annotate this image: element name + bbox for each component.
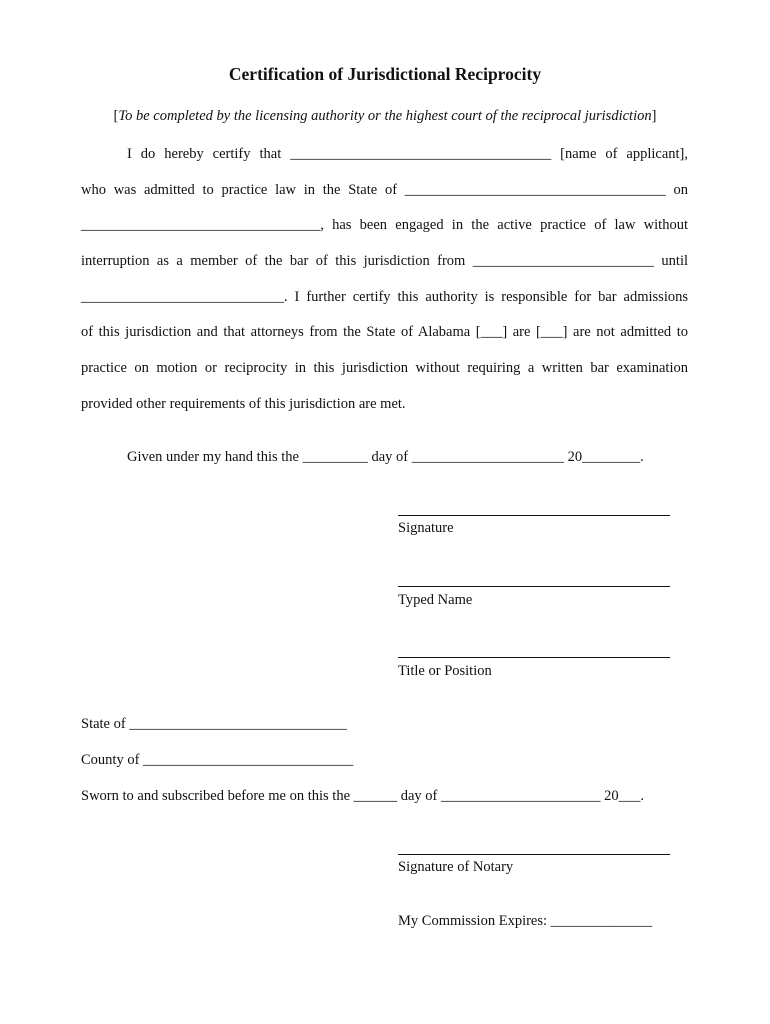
signature-rule <box>398 515 670 516</box>
title-position-label: Title or Position <box>398 663 492 679</box>
notary-state-line: State of ______________________________ <box>81 716 347 732</box>
signature-label: Signature <box>398 520 454 536</box>
subtitle-close-bracket: ] <box>651 108 657 124</box>
notary-county-line: County of _____________________________ <box>81 752 354 768</box>
certify-line-1: I do hereby certify that ____________________________________ [name of applicant], <box>127 146 688 162</box>
document-subtitle <box>0 108 770 125</box>
document-title: Certification of Jurisdictional Reciprocity <box>228 64 542 84</box>
typed-name-rule <box>398 586 670 587</box>
title-position-rule <box>398 657 670 658</box>
given-under-hand-line: Given under my hand this the _________ day of _____________________ 20________. <box>127 449 644 465</box>
certify-line-7: practice on motion or reciprocity in this jurisdiction without requiring a written bar examination <box>81 360 688 376</box>
sworn-subscribed-line: Sworn to and subscribed before me on this the ______ day of ______________________ 20___. <box>81 788 645 804</box>
notary-signature-rule <box>398 854 670 855</box>
certify-line-3: _________________________________, has been engaged in the active practice of law without <box>81 217 688 233</box>
certify-line-2: who was admitted to practice law in the State of ____________________________________ on <box>81 182 688 198</box>
typed-name-label: Typed Name <box>398 592 473 608</box>
certify-line-4: interruption as a member of the bar of this jurisdiction from _________________________ until <box>81 253 688 269</box>
certify-line-5: ____________________________. I further certify this authority is responsible for bar admissions <box>81 289 688 305</box>
commission-expires-line: My Commission Expires: ______________ <box>398 913 653 929</box>
subtitle-open-bracket: [ <box>113 108 119 124</box>
certify-line-6: of this jurisdiction and that attorneys from the State of Alabama [___] are [___] are not admitted to <box>81 324 688 340</box>
subtitle-text: To be completed by the licensing authority or the highest court of the reciprocal jurisdiction <box>118 108 652 124</box>
certify-line-8: provided other requirements of this jurisdiction are met. <box>81 396 406 412</box>
notary-signature-label: Signature of Notary <box>398 859 514 875</box>
